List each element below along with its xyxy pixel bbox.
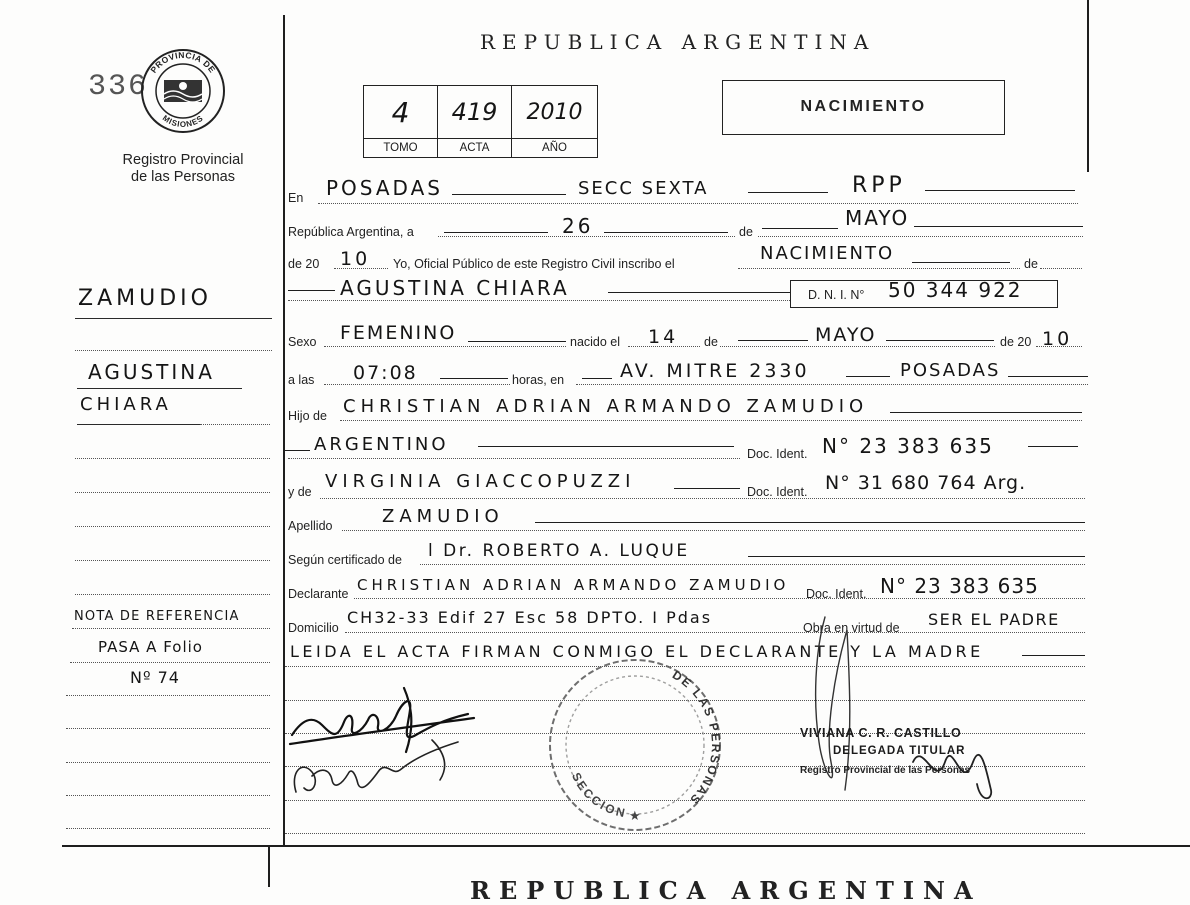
ink-dash [608,292,790,293]
margin-line [70,662,270,663]
form-line [354,598,1085,599]
surname-value: ZAMUDIO [382,506,504,527]
signature-official [785,612,1015,812]
seal-top-text: PROVINCIA DE [148,49,218,75]
ink-dash [478,446,734,447]
of-label: de [1024,257,1038,271]
mother-label: y de [288,485,312,499]
record-box [363,85,598,158]
next-page-clip [0,873,1190,905]
margin-line [66,728,270,729]
form-line [340,420,1082,421]
form-line [738,268,1020,269]
form-line [342,530,1085,531]
form-line [318,203,1078,204]
certificate-doctor: l Dr. ROBERTO A. LUQUE [428,541,690,561]
act-type: NACIMIENTO [800,98,927,115]
en-label: En [288,191,304,205]
ink-dash [738,340,808,341]
margin-line [75,350,272,351]
margin-line [77,388,242,389]
acta-value: 419 [438,86,512,138]
anio-label: AÑO [512,138,597,157]
ink-dash [582,378,612,379]
registration-city: POSADAS [326,176,443,200]
birth-address: AV. MITRE 2330 [620,360,810,382]
ink-dash [285,450,310,451]
address-label: Domicilio [288,621,339,635]
margin-line [72,628,270,629]
declarant-doc-number: N° 23 383 635 [880,574,1039,598]
country-label: República Argentina, a [288,225,414,239]
ink-dash [846,376,890,377]
dni-number: 50 344 922 [888,278,1023,302]
ink-dash [674,488,740,489]
margin-line [200,424,270,425]
declarant-capacity: SER EL PADRE [928,610,1060,629]
ink-dash [912,262,1010,263]
ink-dash [468,341,566,342]
form-line [288,458,740,459]
next-page-title: REPUBLICA ARGENTINA [470,876,982,905]
closing-statement: LEIDA EL ACTA FIRMAN CONMIGO EL DECLARANTE Y LA MADRE [290,642,984,661]
registration-day: 26 [562,214,594,238]
signature-declarant [290,688,474,752]
official-office: Registro Provincial de las Personas [800,765,971,776]
year-prefix-label: de 20 [288,257,320,271]
act-type-box [722,80,1005,135]
ink-dash [604,232,728,233]
margin-line [66,828,270,829]
ink-dash [925,190,1075,191]
ink-dash [535,522,1085,523]
ink-dash [452,194,566,195]
margin-line [75,594,270,595]
margin-middle-name: CHIARA [80,394,172,415]
registration-office: RPP [852,173,906,198]
declarant-doc-label: Doc. Ident. [806,587,867,601]
margin-line [66,695,270,696]
registration-month: MAYO [845,206,910,230]
mother-name: VIRGINIA GIACCOPUZZI [325,471,636,492]
ink-dash [1008,376,1088,377]
born-label: nacido el [570,335,621,349]
ink-dash [762,228,838,229]
father-doc-label: Doc. Ident. [747,447,808,461]
birth-year-suffix: 10 [1042,328,1073,350]
time-label: a las [288,373,315,387]
father-name: CHRISTIAN ADRIAN ARMANDO ZAMUDIO [343,396,869,417]
margin-line [75,560,270,561]
ink-dash [444,232,548,233]
page-bottom-rule [62,845,1190,847]
registry-line1: Registro Provincial [122,152,244,168]
document-title: REPUBLICA ARGENTINA [480,30,876,54]
margin-line [75,526,270,527]
place-label: horas, en [512,373,565,387]
round-stamp-arc-text: DE LAS PERSONAS [669,667,724,809]
birth-year-prefix-label: de 20 [1000,335,1032,349]
margin-first-name: AGUSTINA [88,360,215,384]
form-line [324,346,566,347]
certificate-label: Según certificado de [288,553,402,567]
margin-line [75,492,270,493]
form-line [758,236,1083,237]
birth-day: 14 [648,326,679,348]
father-label: Hijo de [288,409,327,423]
mother-doc-label: Doc. Ident. [747,485,808,499]
form-line [320,498,1085,499]
ink-dash [748,556,1085,557]
margin-note-line2: PASA A Folio [98,638,203,656]
surname-label: Apellido [288,519,333,533]
declarant-address: CH32-33 Edif 27 Esc 58 DPTO. I Pdas [347,608,713,627]
tomo-value: 4 [364,86,438,138]
margin-line [75,318,272,319]
ink-dash [748,192,828,193]
sex-label: Sexo [288,335,317,349]
margin-line [75,458,270,459]
child-name: AGUSTINA CHIARA [340,276,570,300]
ink-dash [440,378,508,379]
official-name: VIVIANA C. R. CASTILLO [800,726,962,740]
father-nationality: ARGENTINO [314,434,449,455]
ink-dash [1028,446,1078,447]
margin-line [77,424,200,425]
inscribe-label: Yo, Oficial Público de este Registro Civil inscribo el [393,257,675,271]
round-stamp-icon [545,650,725,840]
margin-surname: ZAMUDIO [78,286,212,311]
registration-section: SECC SEXTA [578,178,709,199]
birth-city: POSADAS [900,360,1001,381]
birth-de-label: de [704,335,718,349]
birth-time: 07:08 [353,362,418,384]
declarant-label: Declarante [288,587,349,601]
ink-dash [886,340,994,341]
province-seal-icon [138,46,228,136]
margin-note-line3: Nº 74 [130,668,180,687]
form-line [288,300,790,301]
ink-dash [288,290,335,291]
official-role: DELEGADA TITULAR [833,745,966,757]
mother-doc-number: N° 31 680 764 Arg. [825,472,1027,494]
svg-text:DE LAS PERSONAS [670,668,723,808]
father-doc-number: N° 23 383 635 [822,434,994,458]
sex-value: FEMENINO [340,322,457,344]
form-line [420,564,1085,565]
seal-bottom-text: MISIONES [160,113,206,130]
page-number: 336 [88,70,149,104]
signatures-parents [282,680,482,805]
registration-year-suffix: 10 [340,248,371,270]
ink-dash [1022,655,1085,656]
acta-label: ACTA [438,138,512,157]
declarant-name: CHRISTIAN ADRIAN ARMANDO ZAMUDIO [357,576,790,594]
form-line [720,346,995,347]
form-line [576,384,1088,385]
svg-text:PROVINCIA DE [148,50,217,75]
round-stamp-star: ★ [629,808,641,823]
form-line [1040,268,1082,269]
margin-line [66,795,270,796]
round-stamp-bottom-text: SECCION [568,770,629,821]
birth-month: MAYO [815,324,877,346]
signature-mother [294,740,458,792]
svg-text:MISIONES [161,113,205,129]
registry-line2: de las Personas [131,169,235,185]
ink-dash [914,226,1083,227]
svg-text:SECCION [569,770,629,820]
de-label: de [739,225,753,239]
dni-label: D. N. I. N° [808,288,865,302]
registry-name [100,152,266,186]
ink-dash [890,412,1082,413]
anio-value: 2010 [526,99,583,125]
margin-note-line1: NOTA DE REFERENCIA [74,609,240,624]
act-inscribed: NACIMIENTO [760,243,895,264]
capacity-label: Obra en virtud de [803,621,900,635]
form-right-border [1087,0,1089,172]
form-line [324,384,510,385]
margin-line [66,762,270,763]
tomo-label: TOMO [364,138,438,157]
